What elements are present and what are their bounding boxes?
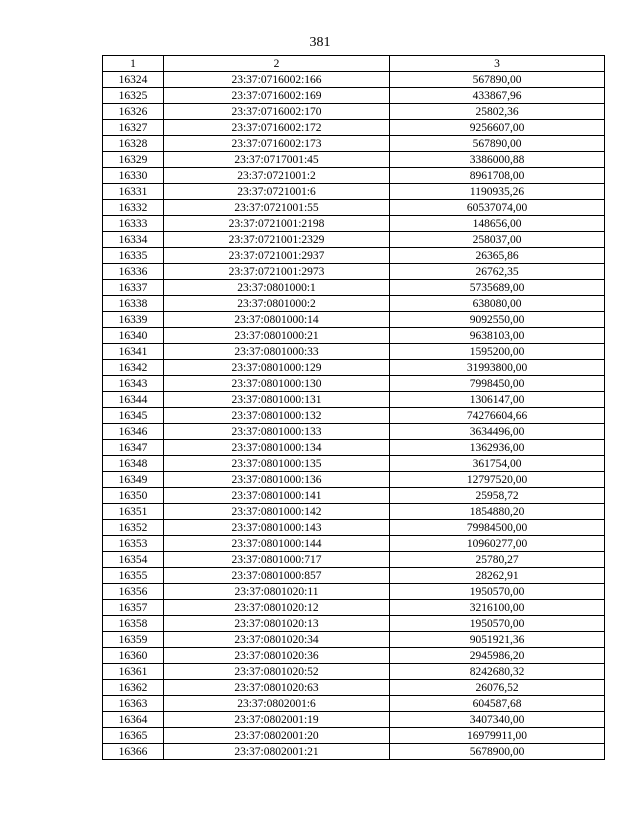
cadastral-value-cell: 8961708,00 [390, 168, 605, 184]
cadastral-number-cell: 23:37:0801020:12 [164, 600, 390, 616]
table-row [103, 648, 605, 664]
cadastral-value-cell: 12797520,00 [390, 472, 605, 488]
cadastral-number-cell: 23:37:0801000:33 [164, 344, 390, 360]
table-row [103, 584, 605, 600]
cadastral-value-cell: 1595200,00 [390, 344, 605, 360]
row-number-cell: 16356 [103, 584, 164, 600]
cadastral-number-cell: 23:37:0801000:21 [164, 328, 390, 344]
page-number: 381 [309, 35, 331, 50]
table-row [103, 392, 605, 408]
cadastral-value-table [102, 55, 605, 760]
table-row [103, 312, 605, 328]
cadastral-value-cell: 25780,27 [390, 552, 605, 568]
cadastral-value-cell: 1190935,26 [390, 184, 605, 200]
cadastral-value-cell: 604587,68 [390, 696, 605, 712]
row-number-cell: 16342 [103, 360, 164, 376]
table-row [103, 728, 605, 744]
cadastral-number-cell: 23:37:0801000:1 [164, 280, 390, 296]
row-number-cell: 16346 [103, 424, 164, 440]
cadastral-value-cell: 9256607,00 [390, 120, 605, 136]
cadastral-number-cell: 23:37:0801000:133 [164, 424, 390, 440]
row-number-cell: 16352 [103, 520, 164, 536]
cadastral-number-cell: 23:37:0801000:144 [164, 536, 390, 552]
row-number-cell: 16325 [103, 88, 164, 104]
table-row [103, 664, 605, 680]
cadastral-value-cell: 1950570,00 [390, 616, 605, 632]
table-row [103, 376, 605, 392]
cadastral-number-cell: 23:37:0801020:11 [164, 584, 390, 600]
cadastral-value-cell: 3634496,00 [390, 424, 605, 440]
table-row [103, 632, 605, 648]
table-row [103, 712, 605, 728]
table-row [103, 168, 605, 184]
row-number-cell: 16354 [103, 552, 164, 568]
table-row [103, 616, 605, 632]
cadastral-number-cell: 23:37:0717001:45 [164, 152, 390, 168]
table-row [103, 296, 605, 312]
row-number-cell: 16343 [103, 376, 164, 392]
cadastral-number-cell: 23:37:0801000:134 [164, 440, 390, 456]
cadastral-number-cell: 23:37:0802001:19 [164, 712, 390, 728]
row-number-cell: 16350 [103, 488, 164, 504]
cadastral-number-cell: 23:37:0721001:2937 [164, 248, 390, 264]
table-row [103, 472, 605, 488]
row-number-cell: 16345 [103, 408, 164, 424]
cadastral-number-cell: 23:37:0801000:136 [164, 472, 390, 488]
cadastral-number-cell: 23:37:0721001:2329 [164, 232, 390, 248]
table-row [103, 696, 605, 712]
cadastral-value-cell: 8242680,32 [390, 664, 605, 680]
cadastral-number-cell: 23:37:0801020:13 [164, 616, 390, 632]
cadastral-value-cell: 1950570,00 [390, 584, 605, 600]
table-row [103, 408, 605, 424]
row-number-cell: 16344 [103, 392, 164, 408]
cadastral-number-cell: 23:37:0802001:6 [164, 696, 390, 712]
table-header-row [103, 56, 605, 72]
cadastral-value-cell: 16979911,00 [390, 728, 605, 744]
cadastral-number-cell: 23:37:0721001:6 [164, 184, 390, 200]
table-row [103, 360, 605, 376]
column-header-value: 3 [390, 56, 605, 72]
column-header-number: 1 [103, 56, 164, 72]
cadastral-number-cell: 23:37:0716002:169 [164, 88, 390, 104]
cadastral-value-cell: 9092550,00 [390, 312, 605, 328]
cadastral-value-cell: 26762,35 [390, 264, 605, 280]
row-number-cell: 16341 [103, 344, 164, 360]
cadastral-number-cell: 23:37:0802001:21 [164, 744, 390, 760]
row-number-cell: 16332 [103, 200, 164, 216]
row-number-cell: 16340 [103, 328, 164, 344]
row-number-cell: 16347 [103, 440, 164, 456]
row-number-cell: 16358 [103, 616, 164, 632]
row-number-cell: 16324 [103, 72, 164, 88]
row-number-cell: 16360 [103, 648, 164, 664]
table-row [103, 136, 605, 152]
table-row [103, 280, 605, 296]
table-row [103, 744, 605, 760]
table-row [103, 520, 605, 536]
row-number-cell: 16365 [103, 728, 164, 744]
cadastral-value-cell: 3407340,00 [390, 712, 605, 728]
row-number-cell: 16339 [103, 312, 164, 328]
cadastral-number-cell: 23:37:0802001:20 [164, 728, 390, 744]
cadastral-value-cell: 9051921,36 [390, 632, 605, 648]
cadastral-value-cell: 433867,96 [390, 88, 605, 104]
cadastral-value-cell: 1854880,20 [390, 504, 605, 520]
row-number-cell: 16330 [103, 168, 164, 184]
cadastral-value-cell: 25958,72 [390, 488, 605, 504]
table-row [103, 568, 605, 584]
table-row [103, 440, 605, 456]
cadastral-number-cell: 23:37:0801000:131 [164, 392, 390, 408]
row-number-cell: 16328 [103, 136, 164, 152]
table-row [103, 680, 605, 696]
table-row [103, 504, 605, 520]
row-number-cell: 16337 [103, 280, 164, 296]
cadastral-number-cell: 23:37:0801020:34 [164, 632, 390, 648]
table-row [103, 120, 605, 136]
row-number-cell: 16355 [103, 568, 164, 584]
table-row [103, 232, 605, 248]
cadastral-number-cell: 23:37:0721001:2198 [164, 216, 390, 232]
table-row [103, 424, 605, 440]
table-row [103, 536, 605, 552]
cadastral-value-cell: 9638103,00 [390, 328, 605, 344]
table-row [103, 152, 605, 168]
cadastral-value-cell: 79984500,00 [390, 520, 605, 536]
row-number-cell: 16366 [103, 744, 164, 760]
cadastral-number-cell: 23:37:0721001:2 [164, 168, 390, 184]
row-number-cell: 16331 [103, 184, 164, 200]
cadastral-value-cell: 361754,00 [390, 456, 605, 472]
table-body [103, 72, 605, 760]
cadastral-number-cell: 23:37:0716002:172 [164, 120, 390, 136]
table-row [103, 456, 605, 472]
cadastral-value-cell: 5735689,00 [390, 280, 605, 296]
row-number-cell: 16353 [103, 536, 164, 552]
cadastral-number-cell: 23:37:0801000:135 [164, 456, 390, 472]
row-number-cell: 16348 [103, 456, 164, 472]
cadastral-value-cell: 638080,00 [390, 296, 605, 312]
cadastral-value-cell: 3386000,88 [390, 152, 605, 168]
cadastral-number-cell: 23:37:0721001:2973 [164, 264, 390, 280]
cadastral-number-cell: 23:37:0801000:2 [164, 296, 390, 312]
table-row [103, 200, 605, 216]
table-row [103, 72, 605, 88]
cadastral-number-cell: 23:37:0716002:166 [164, 72, 390, 88]
table-row [103, 104, 605, 120]
cadastral-number-cell: 23:37:0801000:132 [164, 408, 390, 424]
row-number-cell: 16361 [103, 664, 164, 680]
cadastral-number-cell: 23:37:0801020:36 [164, 648, 390, 664]
row-number-cell: 16351 [103, 504, 164, 520]
cadastral-value-cell: 258037,00 [390, 232, 605, 248]
table-row [103, 552, 605, 568]
row-number-cell: 16362 [103, 680, 164, 696]
cadastral-value-cell: 5678900,00 [390, 744, 605, 760]
cadastral-number-cell: 23:37:0716002:170 [164, 104, 390, 120]
column-header-cadastral-number: 2 [164, 56, 390, 72]
cadastral-number-cell: 23:37:0801000:142 [164, 504, 390, 520]
table-row [103, 88, 605, 104]
row-number-cell: 16327 [103, 120, 164, 136]
cadastral-number-cell: 23:37:0801000:130 [164, 376, 390, 392]
cadastral-number-cell: 23:37:0801020:63 [164, 680, 390, 696]
cadastral-number-cell: 23:37:0801000:857 [164, 568, 390, 584]
cadastral-value-cell: 28262,91 [390, 568, 605, 584]
table-row [103, 184, 605, 200]
cadastral-value-cell: 1362936,00 [390, 440, 605, 456]
table-row [103, 328, 605, 344]
cadastral-number-cell: 23:37:0801000:14 [164, 312, 390, 328]
row-number-cell: 16335 [103, 248, 164, 264]
row-number-cell: 16364 [103, 712, 164, 728]
cadastral-number-cell: 23:37:0801000:129 [164, 360, 390, 376]
table-row [103, 600, 605, 616]
row-number-cell: 16336 [103, 264, 164, 280]
table-row [103, 344, 605, 360]
row-number-cell: 16333 [103, 216, 164, 232]
table-row [103, 488, 605, 504]
cadastral-value-cell: 3216100,00 [390, 600, 605, 616]
cadastral-value-cell: 60537074,00 [390, 200, 605, 216]
row-number-cell: 16357 [103, 600, 164, 616]
row-number-cell: 16359 [103, 632, 164, 648]
table-row [103, 264, 605, 280]
cadastral-number-cell: 23:37:0721001:55 [164, 200, 390, 216]
cadastral-value-cell: 567890,00 [390, 136, 605, 152]
cadastral-value-cell: 31993800,00 [390, 360, 605, 376]
cadastral-value-cell: 10960277,00 [390, 536, 605, 552]
cadastral-value-cell: 25802,36 [390, 104, 605, 120]
cadastral-value-cell: 74276604,66 [390, 408, 605, 424]
cadastral-value-cell: 2945986,20 [390, 648, 605, 664]
row-number-cell: 16338 [103, 296, 164, 312]
cadastral-value-cell: 148656,00 [390, 216, 605, 232]
cadastral-number-cell: 23:37:0801000:143 [164, 520, 390, 536]
table-row [103, 216, 605, 232]
row-number-cell: 16329 [103, 152, 164, 168]
row-number-cell: 16326 [103, 104, 164, 120]
cadastral-value-cell: 26076,52 [390, 680, 605, 696]
cadastral-value-cell: 7998450,00 [390, 376, 605, 392]
cadastral-number-cell: 23:37:0801000:141 [164, 488, 390, 504]
cadastral-number-cell: 23:37:0801020:52 [164, 664, 390, 680]
row-number-cell: 16363 [103, 696, 164, 712]
table-row [103, 248, 605, 264]
row-number-cell: 16349 [103, 472, 164, 488]
cadastral-value-cell: 567890,00 [390, 72, 605, 88]
cadastral-number-cell: 23:37:0716002:173 [164, 136, 390, 152]
row-number-cell: 16334 [103, 232, 164, 248]
cadastral-value-cell: 1306147,00 [390, 392, 605, 408]
cadastral-value-cell: 26365,86 [390, 248, 605, 264]
cadastral-number-cell: 23:37:0801000:717 [164, 552, 390, 568]
